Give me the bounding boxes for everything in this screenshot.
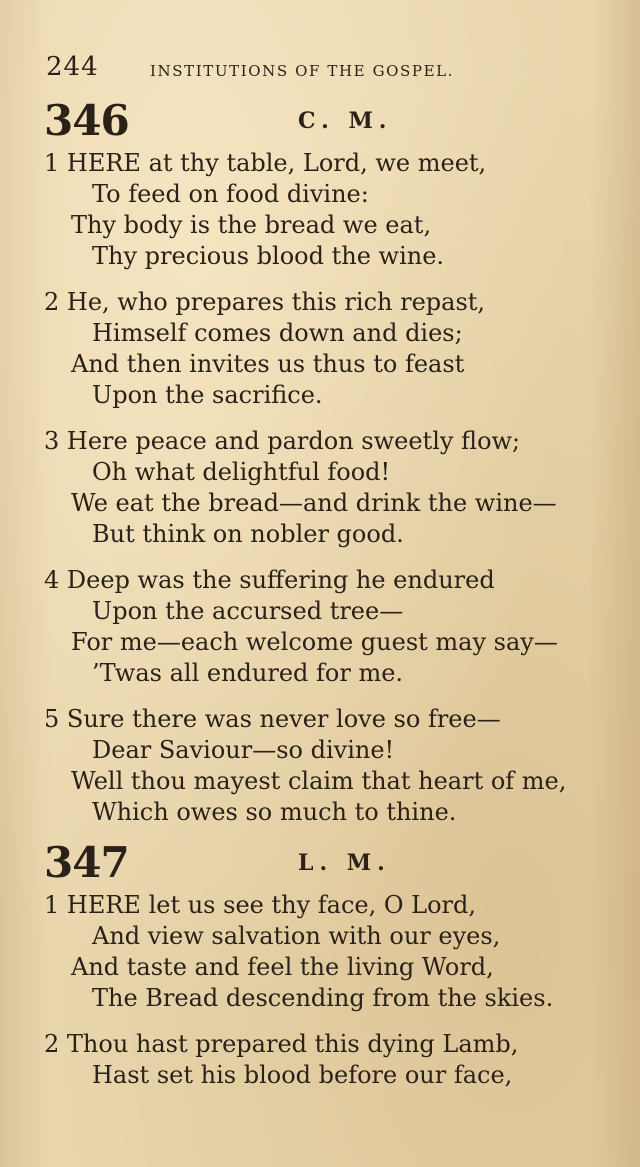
verse-line: To feed on food divine: — [92, 180, 369, 208]
verse-line: For me—each welcome guest may say— — [71, 628, 558, 656]
hymn-meter: L. M. — [298, 850, 391, 876]
verse-line: 4 Deep was the suffering he endured — [44, 566, 495, 594]
section-title: INSTITUTIONS OF THE GOSPEL. — [150, 62, 455, 80]
hymn-number: 346 — [44, 96, 129, 145]
stanza — [44, 890, 604, 1014]
verse-line: The Bread descending from the skies. — [92, 984, 554, 1012]
hymn-meter: C. M. — [298, 108, 393, 134]
stanza — [44, 704, 604, 828]
verse-line: And view salvation with our eyes, — [92, 922, 501, 950]
verse-line: But think on nobler good. — [92, 520, 404, 548]
stanza — [44, 426, 604, 550]
hymn-346 — [44, 96, 604, 828]
verse-line: Upon the sacrifice. — [92, 381, 323, 409]
hymn-347 — [44, 838, 604, 1091]
verse-line: 2 Thou hast prepared this dying Lamb, — [44, 1030, 519, 1058]
verse-line: ’Twas all endured for me. — [92, 659, 404, 687]
verse-line: 5 Sure there was never love so free— — [44, 705, 501, 733]
verse-line: Thy body is the bread we eat, — [71, 211, 432, 239]
hymn-header — [44, 838, 604, 890]
verse-line: Himself comes down and dies; — [92, 319, 463, 347]
verse-line: Dear Saviour—so divine! — [92, 736, 395, 764]
verse-line: 2 He, who prepares this rich repast, — [44, 288, 486, 316]
hymn-number: 347 — [44, 838, 129, 887]
verse-line: Oh what delightful food! — [92, 458, 391, 486]
page-number: 244 — [46, 52, 99, 82]
verse-line: Which owes so much to thine. — [92, 798, 457, 826]
stanza — [44, 287, 604, 411]
verse-line: Upon the accursed tree— — [92, 597, 404, 625]
verse-line: 3 Here peace and pardon sweetly flow; — [44, 427, 521, 455]
stanza — [44, 565, 604, 689]
hymn-header — [44, 96, 604, 148]
stanza — [44, 1029, 604, 1091]
verse-line: 1 HERE at thy table, Lord, we meet, — [44, 149, 487, 177]
verse-line: Well thou mayest claim that heart of me, — [71, 767, 567, 795]
running-head — [46, 52, 606, 86]
verse-line: 1 HERE let us see thy face, O Lord, — [44, 891, 477, 919]
verse-line: And then invites us thus to feast — [71, 350, 465, 378]
verse-line: And taste and feel the living Word, — [71, 953, 494, 981]
verse-line: We eat the bread—and drink the wine— — [71, 489, 557, 517]
verse-line: Hast set his blood before our face, — [92, 1061, 513, 1089]
verse-line: Thy precious blood the wine. — [92, 242, 445, 270]
stanza — [44, 148, 604, 272]
